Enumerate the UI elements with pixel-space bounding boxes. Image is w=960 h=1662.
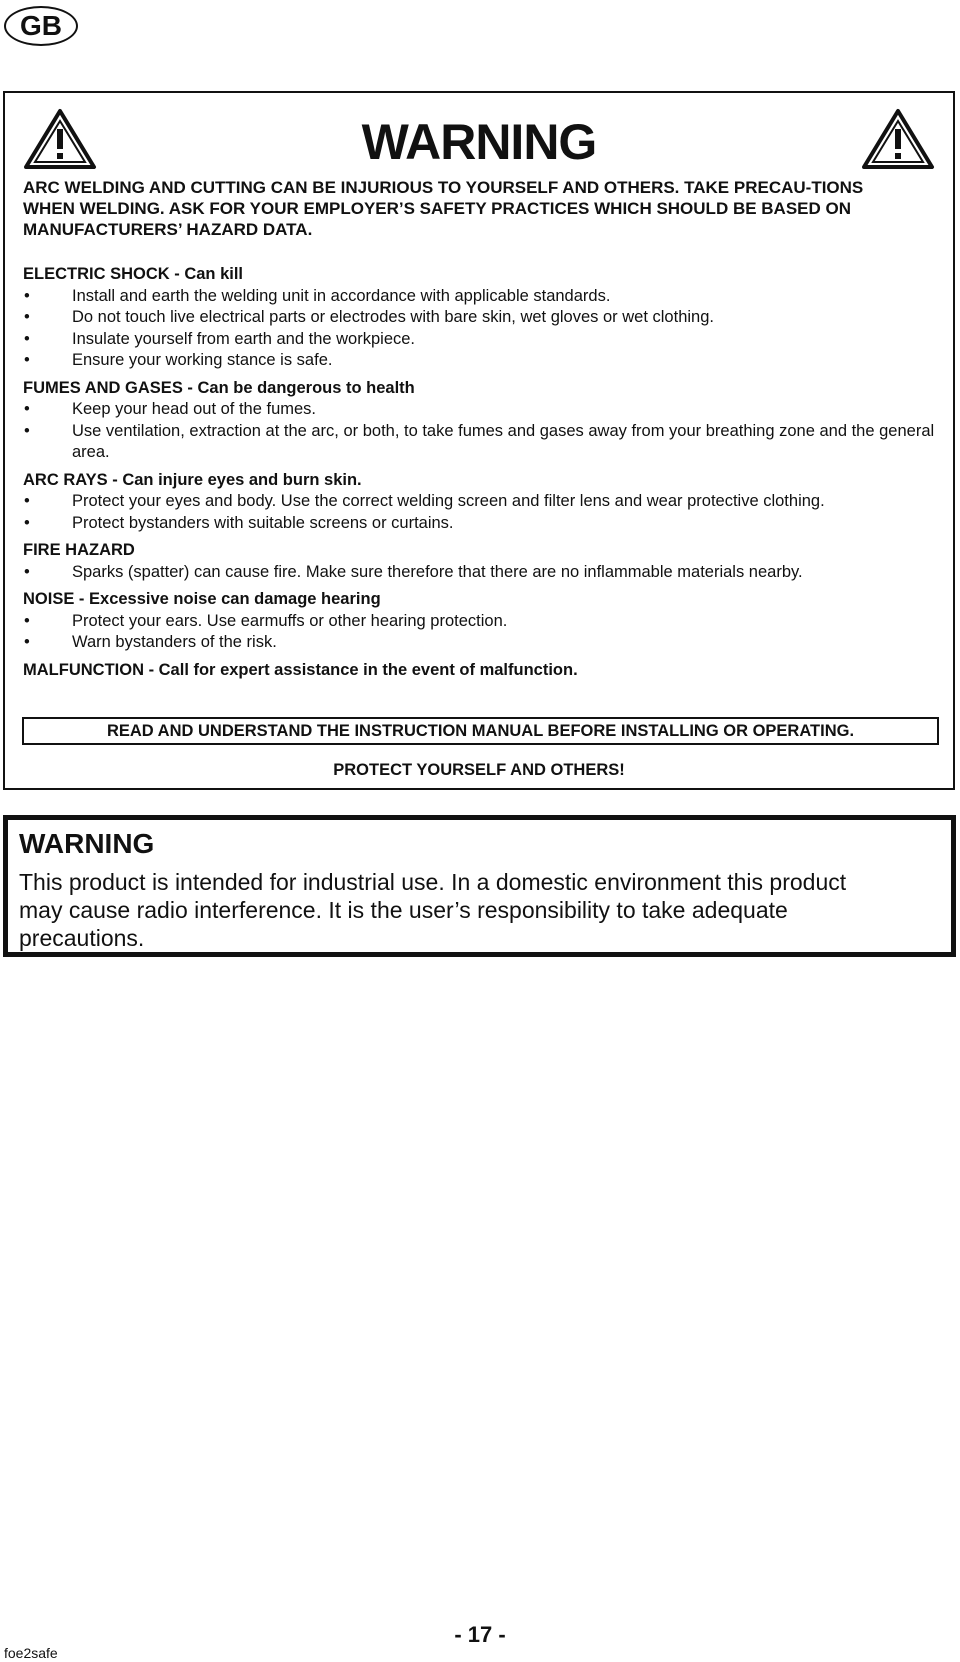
emc-warning-title: WARNING xyxy=(19,828,155,859)
list-item: • Insulate yourself from earth and the workpiece. xyxy=(23,329,943,351)
list-item: • Protect your eyes and body. Use the correct welding screen and filter lens and wear protective clothing. xyxy=(23,491,943,513)
bullet-icon: • xyxy=(24,611,30,630)
bullet-icon: • xyxy=(24,329,30,348)
section-heading: ELECTRIC SHOCK - Can kill xyxy=(23,265,244,283)
bullet-icon: • xyxy=(24,351,30,369)
list-item: • Ensure your working stance is safe. xyxy=(23,350,943,372)
hazard-section-fire xyxy=(23,540,943,583)
safety-warning-panel xyxy=(3,91,955,790)
section-heading: ARC RAYS - Can injure eyes and burn skin. xyxy=(23,470,362,489)
section-heading: MALFUNCTION - Call for expert assistance in the event of malfunction. xyxy=(23,660,578,679)
emc-warning-box xyxy=(3,815,956,957)
hazard-section-noise xyxy=(23,589,943,654)
warning-triangle-icon xyxy=(861,107,935,171)
list-item: • Warn bystanders of the risk. xyxy=(23,632,943,654)
bullet-icon: • xyxy=(24,562,30,581)
list-item: • Sparks (spatter) can cause fire. Make sure therefore that there are no inflammable materials nearby. xyxy=(23,562,943,584)
emc-warning-text: This product is intended for industrial use. In a domestic environment this product may cause radio interference. It is the user’s responsibility to take adequate precautions. xyxy=(19,869,847,951)
bullet-icon: • xyxy=(24,513,30,532)
warning-title: WARNING xyxy=(361,114,597,170)
hazard-section-malfunction xyxy=(23,660,943,682)
list-item: • Use ventilation, extraction at the arc, or both, to take fumes and gases away from your breathing zone and the general area. xyxy=(23,421,943,464)
bullet-icon: • xyxy=(24,633,30,651)
warning-intro: ARC WELDING AND CUTTING CAN BE INJURIOUS TO YOURSELF AND OTHERS. TAKE PRECAU-TIONS WHEN WELDING. ASK FOR YOUR EMPLOYER’S SAFETY PRACTICES WHICH SHOULD BE BASED ON MANUFACTURERS’ HAZARD DATA. xyxy=(23,178,864,239)
read-manual-notice: READ AND UNDERSTAND THE INSTRUCTION MANUAL BEFORE INSTALLING OR OPERATING. xyxy=(22,717,939,745)
language-badge: GB xyxy=(4,6,78,46)
list-item: • Install and earth the welding unit in accordance with applicable standards. xyxy=(23,286,943,308)
list-item: • Protect bystanders with suitable screens or curtains. xyxy=(23,513,943,535)
list-item: • Keep your head out of the fumes. xyxy=(23,399,943,421)
section-heading: FUMES AND GASES - Can be dangerous to health xyxy=(23,378,415,397)
hazard-section-electric-shock xyxy=(23,264,943,372)
list-item: • Do not touch live electrical parts or electrodes with bare skin, wet gloves or wet clothing. xyxy=(23,307,943,329)
bullet-icon: • xyxy=(24,492,30,510)
hazard-section-fumes xyxy=(23,378,943,464)
section-heading: NOISE - Excessive noise can damage hearing xyxy=(23,590,381,608)
hazard-section-arc-rays xyxy=(23,470,943,535)
page-number: - 17 - xyxy=(454,1622,506,1647)
hazard-sections xyxy=(23,264,943,687)
bullet-icon: • xyxy=(24,421,30,440)
bullet-icon: • xyxy=(24,400,30,418)
protect-notice: PROTECT YOURSELF AND OTHERS! xyxy=(333,761,625,779)
bullet-icon: • xyxy=(24,308,30,326)
section-heading: FIRE HAZARD xyxy=(23,541,135,559)
bullet-icon: • xyxy=(24,286,30,305)
document-code: foe2safe xyxy=(4,1645,58,1661)
list-item: • Protect your ears. Use earmuffs or other hearing protection. xyxy=(23,611,943,633)
